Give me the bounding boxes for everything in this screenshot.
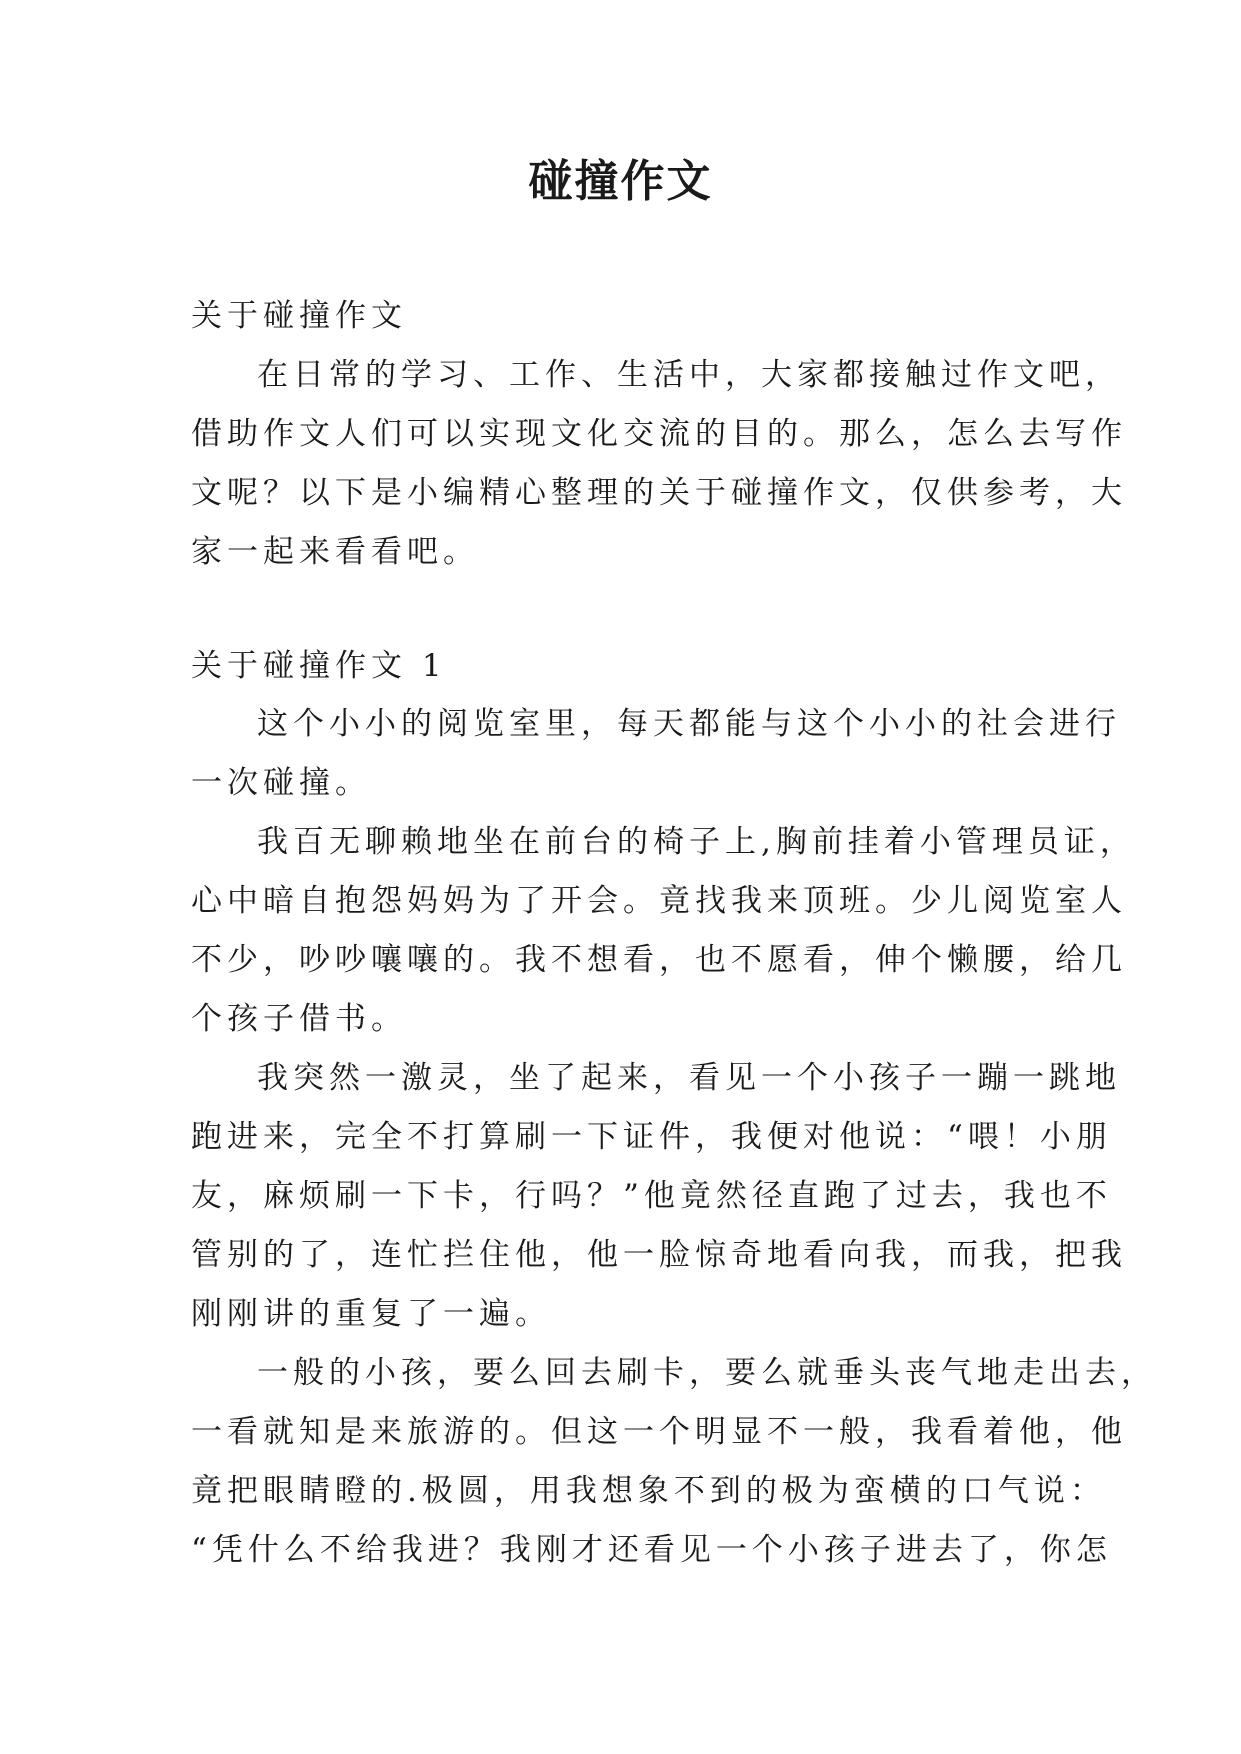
text-line: 一看就知是来旅游的。但这一个明显不一般，我看着他，他 [191,1414,1127,1450]
document-title: 碰撞作文 [528,156,713,207]
text-line: 跑进来，完全不打算刷一下证件，我便对他说：“喂！小朋 [191,1119,1112,1155]
text-line: 借助作文人们可以实现文化交流的目的。那么，怎么去写作 [191,416,1127,452]
text-line: 不少，吵吵嚷嚷的。我不想看，也不愿看，伸个懒腰，给几 [191,942,1127,978]
text-line: 一般的小孩，要么回去刷卡，要么就垂头丧气地走出去， [257,1355,1157,1391]
text-line: 家一起来看看吧。 [191,534,479,570]
section-heading: 关于碰撞作文 1 [191,648,447,684]
text-line: 我突然一激灵，坐了起来，看见一个小孩子一蹦一跳地 [257,1060,1121,1096]
text-line: 个孩子借书。 [191,1001,407,1037]
text-line: 管别的了，连忙拦住他，他一脸惊奇地看向我，而我，把我 [191,1237,1127,1273]
text-line: 友，麻烦刷一下卡，行吗？”他竟然径直跑了过去，我也不 [191,1178,1112,1214]
text-line: 文呢？以下是小编精心整理的关于碰撞作文，仅供参考，大 [191,475,1127,511]
text-line: 心中暗自抱怨妈妈为了开会。竟找我来顶班。少儿阅览室人 [191,883,1127,919]
text-line: 竟把眼睛瞪的.极圆，用我想象不到的极为蛮横的口气说： [191,1473,1106,1509]
text-line: “凭什么不给我进？我刚才还看见一个小孩子进去了，你怎 [191,1532,1112,1568]
text-line: 一次碰撞。 [191,765,371,801]
text-line: 我百无聊赖地坐在前台的椅子上,胸前挂着小管理员证， [257,824,1136,860]
text-line: 这个小小的阅览室里，每天都能与这个小小的社会进行 [257,706,1121,742]
text-line: 刚刚讲的重复了一遍。 [191,1296,551,1332]
intro-heading: 关于碰撞作文 [191,298,407,334]
text-line: 在日常的学习、工作、生活中，大家都接触过作文吧， [257,357,1121,393]
